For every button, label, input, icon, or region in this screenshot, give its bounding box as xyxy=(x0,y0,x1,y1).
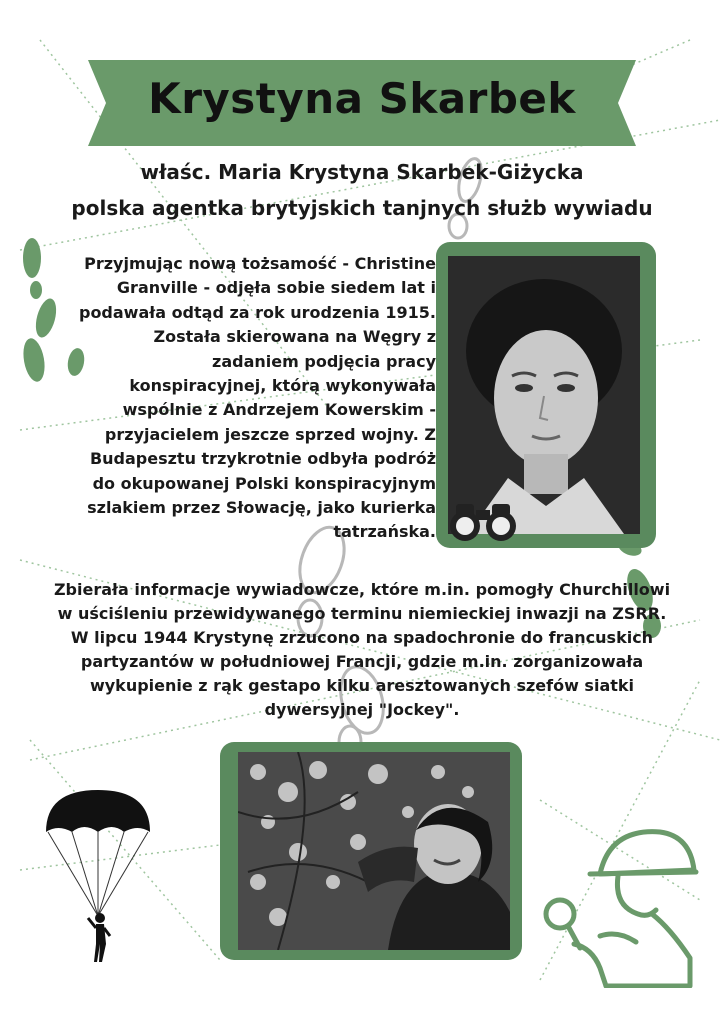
subtitle-full-name: właśc. Maria Krystyna Skarbek-Giżycka xyxy=(140,160,584,184)
parachutist-icon xyxy=(42,788,154,964)
bio-line: Została skierowana na Węgry z xyxy=(153,327,436,347)
bio-paragraph-1 xyxy=(30,252,436,545)
bio-line: przyjacielem jeszcze sprzed wojny. Z xyxy=(104,424,436,444)
detective-magnifier-icon xyxy=(540,818,700,988)
bio-paragraph-2 xyxy=(14,578,710,722)
bio-line: wykupienie z rąk gestapo kilku aresztowanych szefów siatki xyxy=(89,676,635,695)
bio-line: tatrzańska. xyxy=(333,522,436,542)
bio-line: do okupowanej Polski konspiracyjnym xyxy=(92,473,436,493)
bio-line: zadaniem podjęcia pracy xyxy=(212,351,436,371)
portrait-photo xyxy=(448,256,640,534)
bio-line: Granville - odjęła sobie siedem lat i xyxy=(116,278,436,298)
bio-line: partyzantów w południowej Francji, gdzie m.in. zorganizowała xyxy=(80,652,644,671)
bio-line: wspólnie z Andrzejem Kowerskim - xyxy=(122,400,436,420)
binoculars-icon xyxy=(448,500,518,544)
bio-line: konspiracyjnej, którą wykonywała xyxy=(129,376,436,396)
bio-line: w uściśleniu przewidywanego terminu niemieckiej inwazji na ZSRR. xyxy=(57,604,667,623)
bio-line: szlakiem przez Słowację, jako kurierka xyxy=(87,498,436,518)
bio-line: Zbierała informacje wywiadowcze, które m.in. pomogły Churchillowi xyxy=(53,580,671,599)
subtitle-role: polska agentka brytyjskich tanjnych służb wywiadu xyxy=(71,196,653,220)
page-title: Krystyna Skarbek xyxy=(148,74,576,123)
bio-line: W lipcu 1944 Krystynę zrzucono na spadochronie do francuskich xyxy=(70,628,654,647)
bio-line: Budapesztu trzykrotnie odbyła podróż xyxy=(89,449,436,469)
bio-line: podawała odtąd za rok urodzenia 1915. xyxy=(78,302,436,322)
bio-line: Przyjmując nową tożsamość - Christine xyxy=(84,254,436,273)
photo-blossoms xyxy=(238,752,510,950)
bio-line: dywersyjnej "Jockey". xyxy=(264,700,460,719)
